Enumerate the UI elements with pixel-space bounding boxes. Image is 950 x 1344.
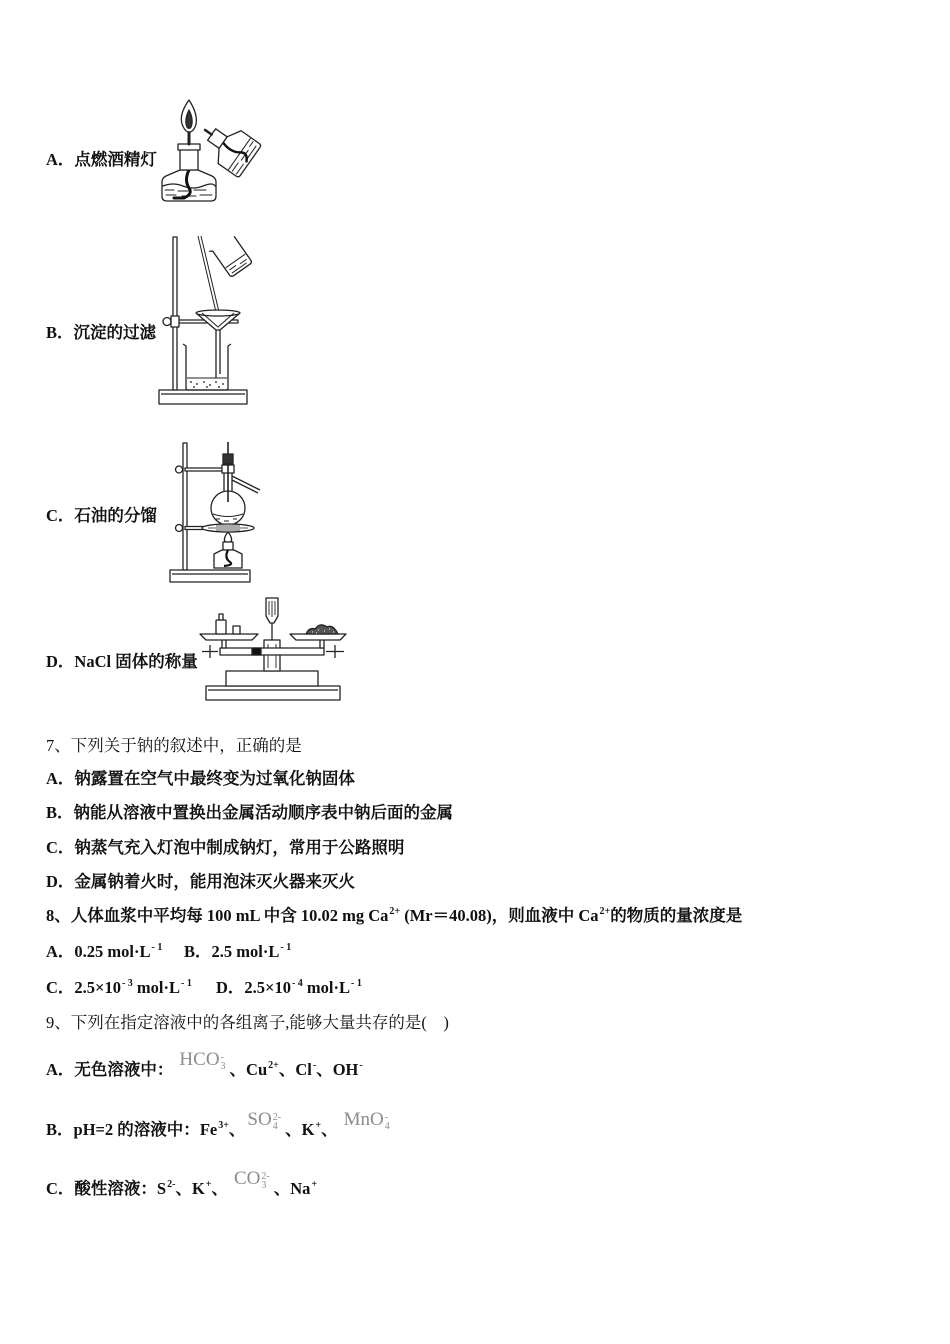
formula-indices — [221, 1053, 226, 1071]
ion-charge: 2+ — [268, 1060, 279, 1071]
option-mantissa: 2.5×10 — [74, 978, 121, 997]
separator: 、 — [285, 1120, 302, 1139]
ion-charge: + — [311, 1179, 318, 1190]
q8-option-c — [46, 978, 216, 1001]
ion-charge: 3+ — [218, 1120, 229, 1131]
formula-subscript: 3 — [220, 1061, 226, 1072]
separator: 、 — [316, 1060, 333, 1079]
ion-symbol: K — [301, 1120, 315, 1139]
formula-mno4 — [344, 1110, 390, 1131]
formula-hco3 — [179, 1050, 225, 1071]
option-label: A． — [46, 150, 75, 169]
q7-stem: 7、下列关于钠的叙述中，正确的是 — [46, 736, 302, 755]
figure-lighting-alcohol-lamp — [156, 96, 264, 206]
alcohol-lamp — [214, 532, 242, 568]
option-condition: 酸性溶液： — [74, 1179, 157, 1198]
separator: 、 — [229, 1060, 247, 1079]
option-label: B． — [46, 1120, 74, 1139]
unit-exponent: - 1 — [351, 978, 362, 989]
option-text: 钠能从溶液中置换出金属活动顺序表中钠后面的金属 — [73, 803, 454, 822]
ion-charge: 2- — [167, 1179, 176, 1190]
left-pan — [200, 614, 258, 640]
q7-option-d — [46, 872, 355, 892]
weight-small — [233, 626, 240, 634]
option-label: A． — [46, 769, 75, 788]
q6-option-d — [46, 652, 198, 672]
wire-gauze — [202, 524, 254, 532]
option-value: 0.25 mol·L — [74, 942, 151, 961]
separator: 、 — [228, 1120, 246, 1139]
stem-text: 8、人体血浆中平均每 100 mL 中含 10.02 mg Ca — [46, 906, 389, 925]
option-label: C． — [46, 838, 75, 857]
formula-indices — [261, 1172, 269, 1190]
formula-base: HCO — [179, 1049, 220, 1070]
option-label: B． — [46, 323, 74, 342]
q6-option-c — [46, 506, 157, 526]
q7-option-b — [46, 803, 453, 823]
formula-indices — [273, 1113, 281, 1131]
ion-charge: 2+ — [389, 906, 401, 917]
option-text: 钠蒸气充入灯泡中制成钠灯，常用于公路照明 — [74, 838, 405, 857]
pointer-scale — [266, 598, 278, 640]
ion-symbol: Cu — [246, 1060, 268, 1079]
option-label: C． — [46, 506, 75, 525]
power-exponent: - 3 — [121, 978, 133, 989]
q9-option-a — [46, 1049, 363, 1083]
option-text: 石油的分馏 — [74, 506, 157, 525]
formula-base: SO — [247, 1109, 272, 1130]
formula-charge: 2- — [272, 1112, 282, 1123]
option-mantissa: 2.5×10 — [244, 978, 291, 997]
ion-charge: + — [205, 1179, 212, 1190]
option-label: D． — [216, 978, 245, 997]
figure-filtration — [156, 232, 256, 408]
ion-symbol: Fe — [199, 1120, 218, 1139]
formula-so4 — [247, 1110, 281, 1131]
unit-exponent: - 1 — [151, 942, 163, 953]
formula-charge: 2- — [261, 1171, 270, 1182]
option-text: 钠露置在空气中最终变为过氧化钠固体 — [74, 769, 355, 788]
nacl-pile — [306, 625, 338, 634]
formula-base: CO — [234, 1168, 261, 1189]
figure-fractional-distillation — [168, 440, 262, 586]
rider — [252, 648, 261, 655]
formula-subscript: 4 — [384, 1121, 390, 1132]
q7-option-c — [46, 838, 404, 858]
option-unit: mol·L — [132, 978, 181, 997]
alcohol-lamp-tilted — [194, 114, 262, 178]
option-text: 沉淀的过滤 — [73, 323, 157, 342]
separator: 、 — [278, 1060, 296, 1079]
ion-charge: - — [312, 1060, 317, 1071]
tilted-beaker — [209, 235, 252, 279]
option-text: NaCl 固体的称量 — [74, 652, 198, 671]
separator: 、 — [211, 1179, 228, 1198]
separator: 、 — [175, 1179, 192, 1198]
option-text: 点燃酒精灯 — [74, 150, 157, 169]
weight — [216, 620, 226, 634]
option-label: D． — [46, 872, 75, 891]
option-label: B． — [184, 942, 212, 961]
ion-charge: + — [315, 1120, 322, 1131]
stem-text: 的物质的量浓度是 — [610, 906, 743, 925]
ion-symbol: K — [191, 1179, 205, 1198]
ion-symbol: OH — [332, 1060, 359, 1079]
option-label: A． — [46, 942, 75, 961]
q8-stem — [46, 906, 742, 929]
formula-subscript: 3 — [261, 1180, 267, 1191]
q8-option-a — [46, 942, 184, 965]
option-unit: mol·L — [302, 978, 351, 997]
formula-base: MnO — [343, 1109, 384, 1130]
distillation-flask — [211, 464, 260, 525]
option-condition: 无色溶液中： — [74, 1060, 174, 1079]
formula-charge: - — [220, 1052, 224, 1063]
q8-options-row-1 — [46, 942, 291, 965]
unit-exponent: - 1 — [280, 942, 292, 953]
option-label: C． — [46, 1179, 75, 1198]
q7-option-a — [46, 769, 355, 789]
right-pan — [290, 625, 346, 640]
q9-stem: 9、下列在指定溶液中的各组离子,能够大量共存的是( ) — [46, 1013, 449, 1032]
formula-indices — [385, 1113, 390, 1131]
option-value: 2.5 mol·L — [211, 942, 280, 961]
unit-exponent: - 1 — [181, 978, 192, 989]
option-text: 金属钠着火时，能用泡沫灭火器来灭火 — [74, 872, 355, 891]
beaker — [183, 344, 231, 390]
ion-symbol: Na — [290, 1179, 311, 1198]
ion-charge: - — [359, 1060, 363, 1071]
option-label: C． — [46, 978, 75, 997]
separator: 、 — [321, 1120, 338, 1139]
ion-symbol: Cl — [295, 1060, 312, 1079]
power-exponent: - 4 — [291, 978, 303, 989]
formula-charge: - — [384, 1112, 389, 1123]
q9-option-c — [46, 1168, 318, 1202]
q8-options-row-2 — [46, 978, 362, 1001]
q6-option-a — [46, 150, 157, 170]
q8-option-d — [216, 978, 362, 1001]
figure-balance-weighing — [198, 596, 348, 704]
formula-subscript: 4 — [272, 1121, 278, 1132]
separator: 、 — [273, 1179, 291, 1198]
alcohol-lamp-upright — [162, 100, 216, 201]
option-condition: pH=2 的溶液中： — [73, 1120, 200, 1139]
ion-symbol: S — [156, 1179, 167, 1198]
option-label: A． — [46, 1060, 75, 1079]
formula-co3 — [234, 1169, 270, 1190]
q9-option-b — [46, 1109, 394, 1143]
stem-text: (Mr＝40.08)，则血液中 Ca — [400, 906, 599, 925]
option-label: D． — [46, 652, 75, 671]
option-label: B． — [46, 803, 74, 822]
ion-charge: 2+ — [599, 906, 611, 917]
q8-option-b — [184, 942, 291, 965]
q6-option-b — [46, 323, 156, 343]
